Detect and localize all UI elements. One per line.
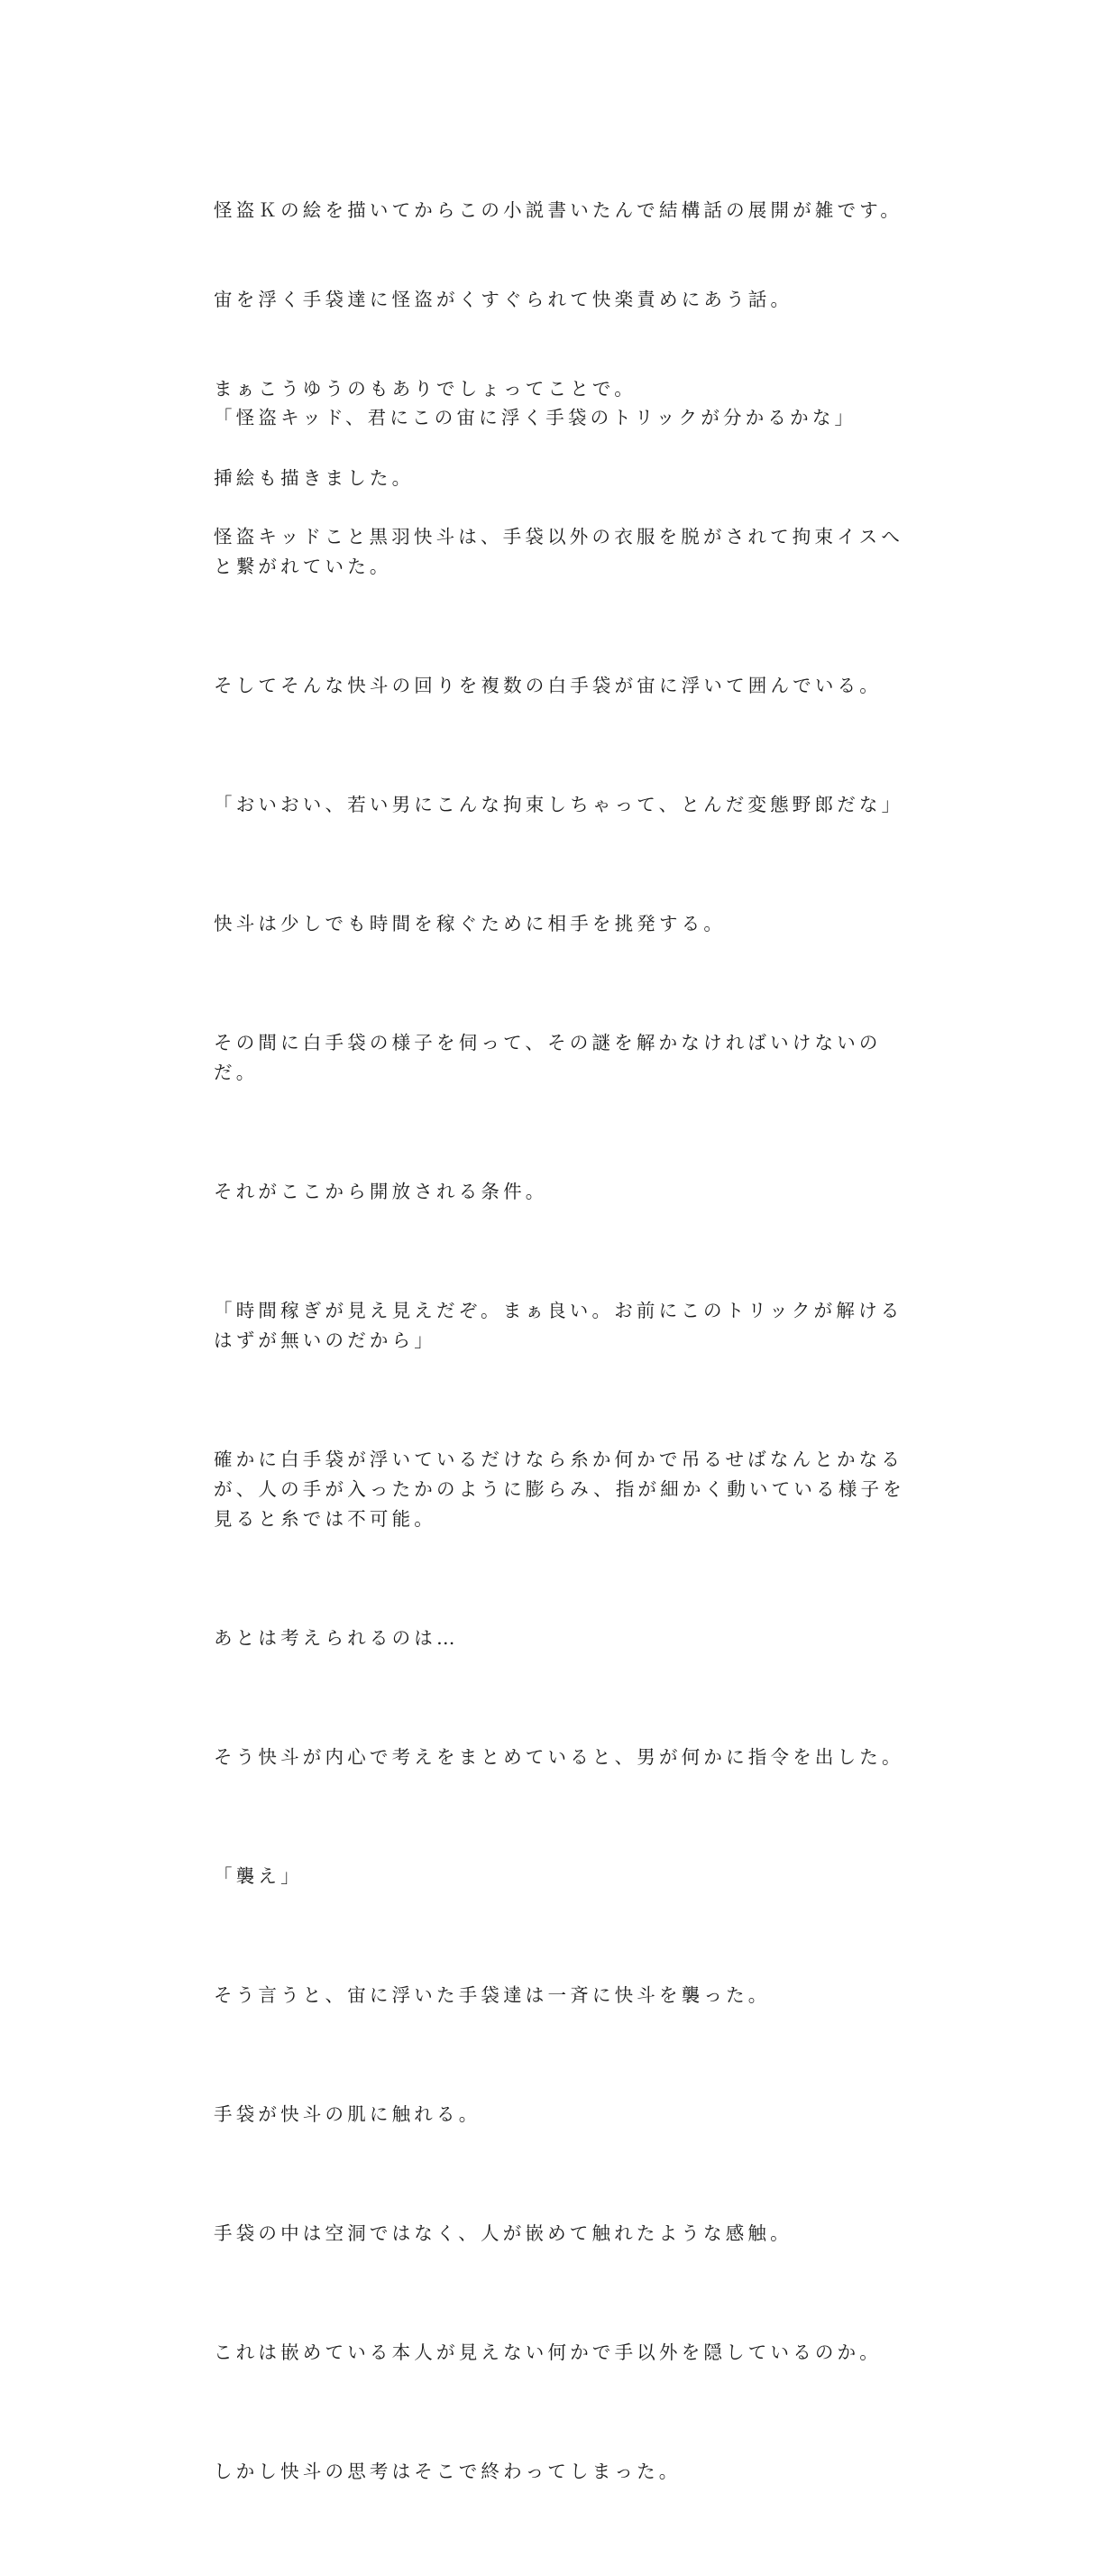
story-paragraph: しかし快斗の思考はそこで終わってしまった。	[214, 2461, 682, 2482]
author-note-line: 挿絵も描きました。	[214, 467, 415, 489]
story-paragraph: 怪盗キッドこと黒羽快斗は、手袋以外の衣服を脱がされて拘束イスへと繋がれていた。	[214, 526, 904, 577]
author-note-line: 宙を浮く手袋達に怪盗がくすぐられて快楽責めにあう話。	[214, 289, 793, 310]
story-paragraph: 「おいおい、若い男にこんな拘束しちゃって、とんだ変態野郎だな」	[214, 794, 904, 815]
story-paragraph: それがここから開放される条件。	[214, 1181, 548, 1202]
story-paragraph: 手袋の中は空洞ではなく、人が嵌めて触れたような感触。	[214, 2222, 793, 2244]
story-paragraph: 確かに白手袋が浮いているだけなら糸か何かで吊るせばなんとかなるが、人の手が入ったかのように膨らみ、指が細かく動いている様子を見ると糸では不可能。	[214, 1449, 905, 1530]
story-paragraph: そう言うと、宙に浮いた手袋達は一斉に快斗を襲った。	[214, 1984, 771, 2006]
story-paragraph: 手袋が快斗の肌に触れる。	[214, 2103, 481, 2125]
story-paragraph: 「時間稼ぎが見え見えだぞ。まぁ良い。お前にこのトリックが解けるはずが無いのだから」	[214, 1300, 903, 1351]
story-paragraph: あとは考えられるのは…	[214, 1627, 459, 1649]
author-note-line: まぁこうゆうのもありでしょってことで。	[214, 378, 637, 400]
story-paragraph: その間に白手袋の様子を伺って、その謎を解かなければいけないのだ。	[214, 1032, 882, 1083]
story-paragraph: そう快斗が内心で考えをまとめていると、男が何かに指令を出した。	[214, 1746, 904, 1768]
story-paragraph: 快斗は少しでも時間を稼ぐために相手を挑発する。	[214, 913, 727, 934]
story-paragraph: 「襲え」	[214, 1865, 303, 1887]
author-note-line: 怪盗Ｋの絵を描いてからこの小説書いたんで結構話の展開が雑です。	[214, 199, 903, 221]
story-paragraph: 「怪盗キッド、君にこの宙に浮く手袋のトリックが分かるかな」	[214, 407, 857, 428]
story-body	[214, 344, 917, 2576]
story-paragraph: そしてそんな快斗の回りを複数の白手袋が宙に浮いて囲んでいる。	[214, 675, 882, 696]
story-paragraph: これは嵌めている本人が見えない何かで手以外を隠しているのか。	[214, 2341, 882, 2363]
